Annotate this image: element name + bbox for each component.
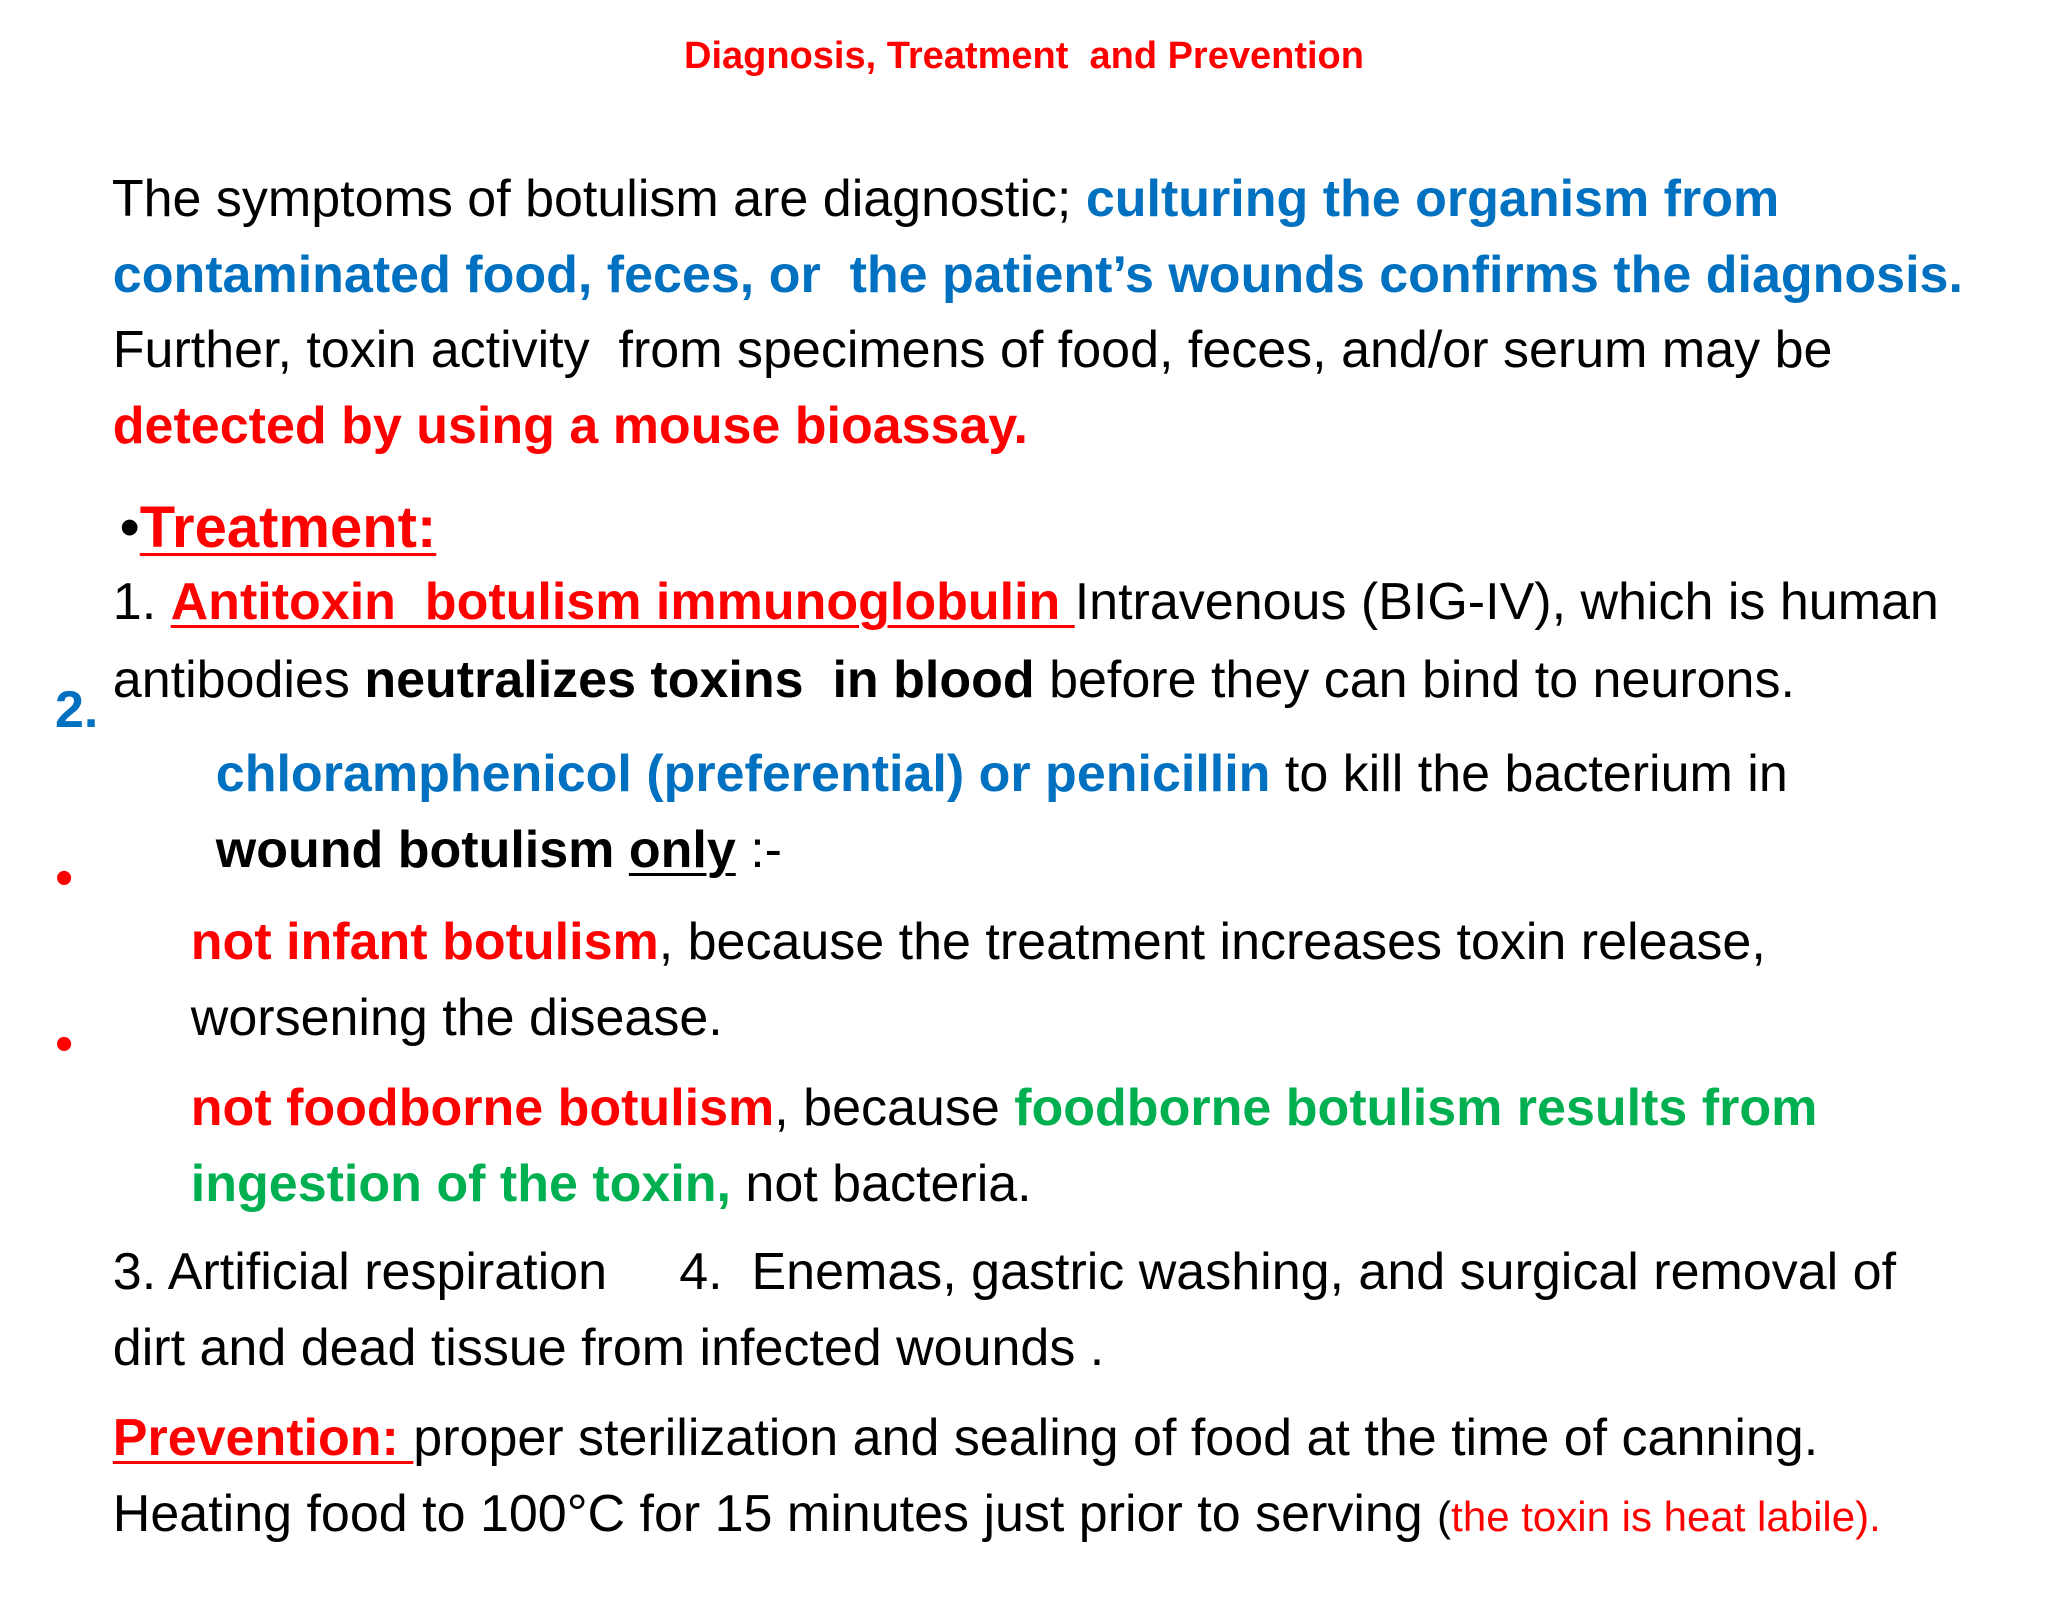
- treatment-bullet: •: [119, 495, 140, 560]
- sub-bullet-1-text: , because the treatment increases toxin release,: [658, 913, 1766, 971]
- antibiotics-highlight: chloramphenicol (preferential) or penicillin: [215, 745, 1271, 803]
- item-1-end-text: before they can bind to neurons.: [1034, 651, 1795, 709]
- items-3-4-text: 3. Artificial respiration 4. Enemas, gastric washing, and surgical removal of: [112, 1243, 1897, 1301]
- only-emphasis: only: [628, 821, 736, 879]
- sub-bullet-2-text: , because: [774, 1079, 1015, 1137]
- slide-title: Diagnosis, Treatment and Prevention: [684, 35, 1364, 77]
- heat-labile-note: the toxin is heat labile).: [1451, 1493, 1881, 1540]
- item-2-end-text: :-: [735, 821, 782, 879]
- items-3-4-text-2: dirt and dead tissue from infected wounds .: [112, 1319, 1105, 1377]
- antitoxin-highlight: Antitoxin botulism immunoglobulin: [170, 573, 1075, 631]
- treatment-heading-label: Treatment:: [139, 495, 437, 560]
- neutralizes-highlight: neutralizes toxins in blood: [364, 651, 1035, 709]
- diagnosis-culture-highlight: culturing the organism from: [1085, 170, 1780, 228]
- item-2-number: 2.: [55, 681, 99, 739]
- sub-bullet-1-dot: •: [55, 849, 74, 907]
- item-1-number: 1.: [112, 573, 171, 631]
- wound-botulism-text: wound botulism: [215, 821, 629, 879]
- item-2-text: to kill the bacterium in: [1270, 745, 1788, 803]
- diagnosis-bioassay-highlight: detected by using a mouse bioassay.: [112, 397, 1028, 455]
- item-1-text: Intravenous (BIG-IV), which is human: [1074, 573, 1939, 631]
- not-infant-highlight: not infant botulism: [190, 913, 659, 971]
- foodborne-results-highlight: foodborne botulism results from: [1014, 1079, 1818, 1137]
- sub-bullet-1-text-2: worsening the disease.: [190, 989, 723, 1047]
- item-1-antibodies-text: antibodies: [112, 651, 365, 709]
- prevention-line-2: [55, 1418, 1881, 1613]
- diagnosis-confirm-highlight: contaminated food, feces, or the patient’s wounds confirms the diagnosis.: [112, 246, 1963, 304]
- sub-bullet-2-end-text: not bacteria.: [730, 1155, 1032, 1213]
- prevention-label: Prevention:: [112, 1409, 414, 1467]
- prevention-heating-text: Heating food to 100°C for 15 minutes just prior to serving: [112, 1485, 1438, 1543]
- diagnosis-toxin-text: Further, toxin activity from specimens of food, feces, and/or serum may be: [112, 321, 1833, 379]
- sub-bullet-2-dot: •: [55, 1015, 74, 1073]
- diagnosis-text: The symptoms of botulism are diagnostic;: [111, 170, 1086, 228]
- prevention-text: proper sterilization and sealing of food at the time of canning.: [413, 1409, 1819, 1467]
- ingestion-highlight: ingestion of the toxin,: [190, 1155, 731, 1213]
- not-foodborne-highlight: not foodborne botulism: [190, 1079, 775, 1137]
- prevention-paren: (: [1437, 1493, 1452, 1540]
